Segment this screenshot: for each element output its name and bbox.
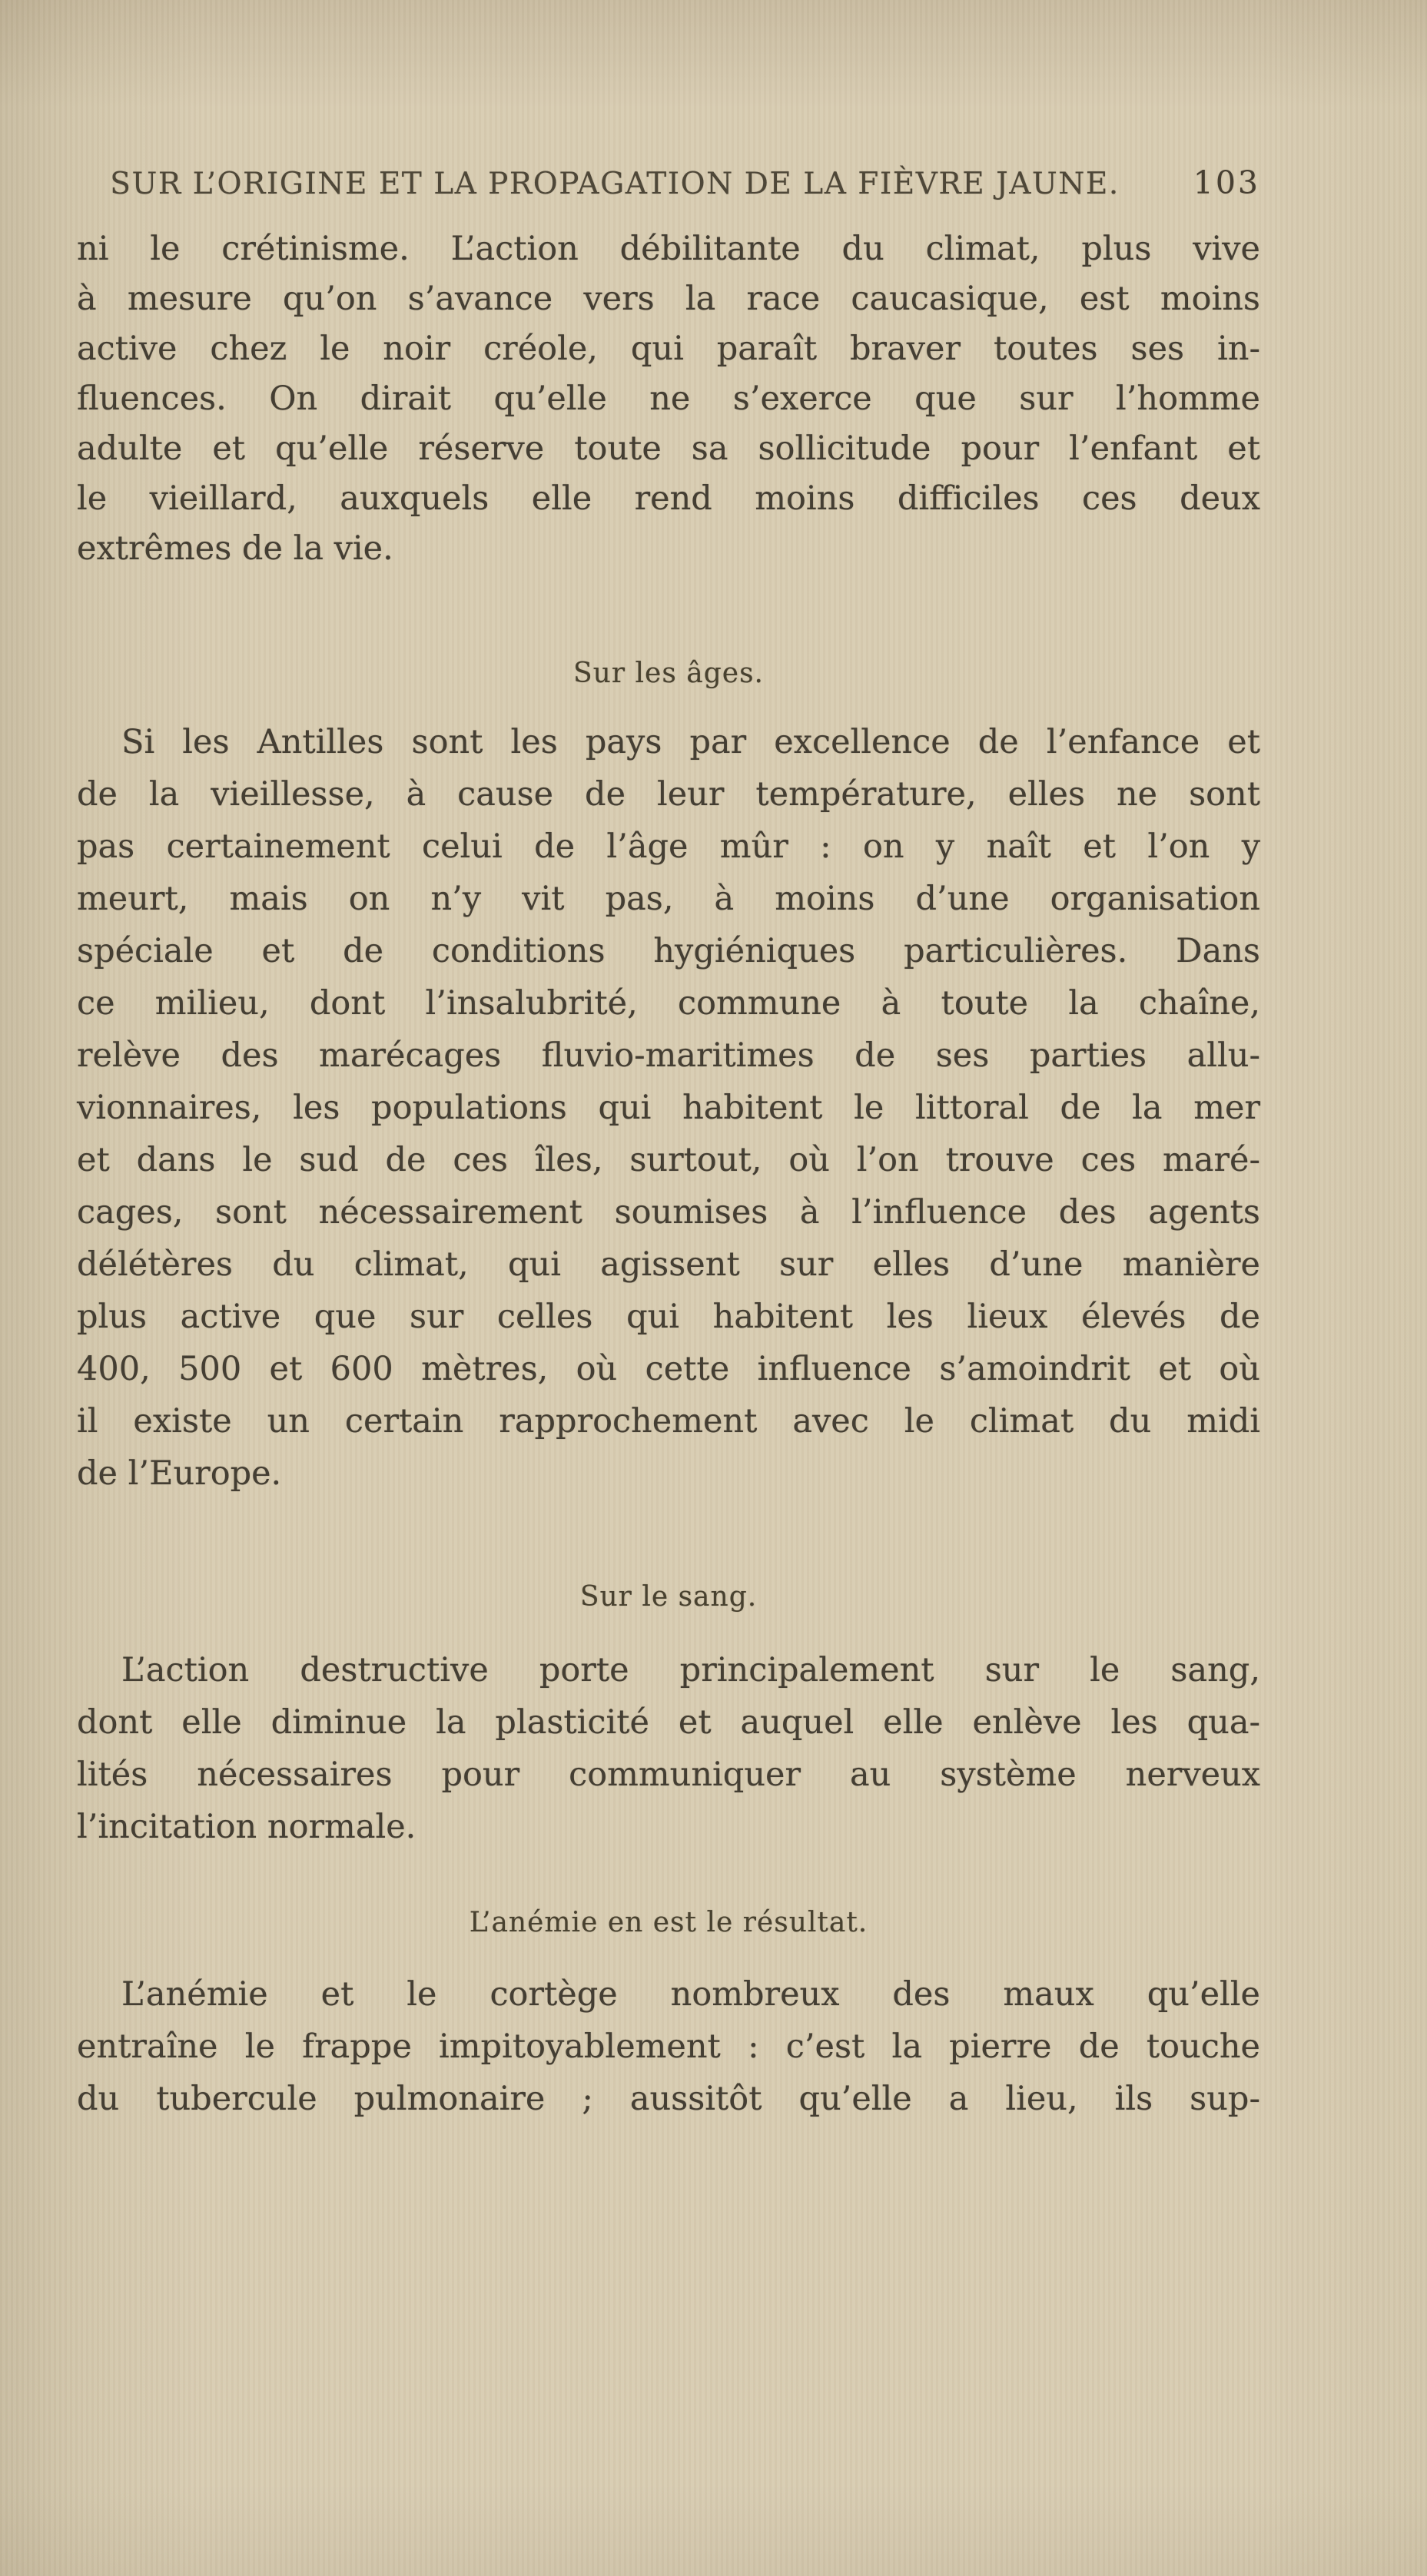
text-line: de l’Europe. xyxy=(77,1454,282,1493)
text-line: délétères du climat, qui agissent sur elles d’une manière xyxy=(77,1245,1260,1284)
section-heading-sang: Sur le sang. xyxy=(579,1581,758,1613)
paragraph-sang xyxy=(77,1644,1260,1853)
text-line: de la vieillesse, à cause de leur température, elles ne sont xyxy=(77,775,1260,814)
text-line: fluences. On dirait qu’elle ne s’exerce que sur l’homme xyxy=(77,380,1260,418)
page-header xyxy=(77,164,1260,201)
text-line: dont elle diminue la plasticité et auquel elle enlève les qua- xyxy=(77,1703,1260,1742)
text-line: L’anémie et le cortège nombreux des maux qu’elle xyxy=(121,1975,1260,2014)
text-line: l’incitation normale. xyxy=(77,1808,416,1846)
section-heading-anemie: L’anémie en est le résultat. xyxy=(469,1907,868,1938)
text-line: ce milieu, dont l’insalubrité, commune à toute la chaîne, xyxy=(77,984,1260,1023)
text-line: cages, sont nécessairement soumises à l’influence des agents xyxy=(77,1193,1260,1232)
text-line: adulte et qu’elle réserve toute sa sollicitude pour l’enfant et xyxy=(77,429,1260,468)
paragraph-ages xyxy=(77,716,1260,1500)
text-line: vionnaires, les populations qui habitent le littoral de la mer xyxy=(77,1089,1260,1127)
text-line: à mesure qu’on s’avance vers la race caucasique, est moins xyxy=(77,280,1260,318)
text-line: entraîne le frappe impitoyablement : c’est la pierre de touche xyxy=(77,2027,1260,2066)
text-line: spéciale et de conditions hygiéniques particulières. Dans xyxy=(77,932,1260,970)
text-line: extrêmes de la vie. xyxy=(77,529,393,568)
text-line: meurt, mais on n’y vit pas, à moins d’une organisation xyxy=(77,880,1260,918)
text-line: plus active que sur celles qui habitent les lieux élevés de xyxy=(77,1298,1260,1336)
paragraph-anemie xyxy=(77,1968,1260,2125)
text-line: Si les Antilles sont les pays par excellence de l’enfance et xyxy=(121,723,1260,761)
paragraph-climat xyxy=(77,224,1260,574)
text-line: pas certainement celui de l’âge mûr : on y naît et l’on y xyxy=(77,827,1260,866)
text-line: L’action destructive porte principalement sur le sang, xyxy=(121,1651,1260,1689)
running-title: SUR L’ORIGINE ET LA PROPAGATION DE LA FIÈVRE JAUNE. xyxy=(110,167,1120,201)
text-line: 400, 500 et 600 mètres, où cette influence s’amoindrit et où xyxy=(77,1350,1260,1388)
text-line: relève des marécages fluvio-maritimes de ses parties allu- xyxy=(77,1036,1260,1075)
text-line: ni le crétinisme. L’action débilitante du climat, plus vive xyxy=(77,230,1260,268)
text-line: du tubercule pulmonaire ; aussitôt qu’elle a lieu, ils sup- xyxy=(77,2080,1260,2118)
page-number: 103 xyxy=(1193,164,1260,201)
text-line: lités nécessaires pour communiquer au système nerveux xyxy=(77,1755,1260,1794)
text-line: il existe un certain rapprochement avec le climat du midi xyxy=(77,1402,1260,1441)
section-heading-ages: Sur les âges. xyxy=(573,658,764,689)
text-line: le vieillard, auxquels elle rend moins difficiles ces deux xyxy=(77,479,1260,518)
text-line: et dans le sud de ces îles, surtout, où l’on trouve ces maré- xyxy=(77,1141,1260,1179)
text-line: active chez le noir créole, qui paraît braver toutes ses in- xyxy=(77,330,1260,368)
